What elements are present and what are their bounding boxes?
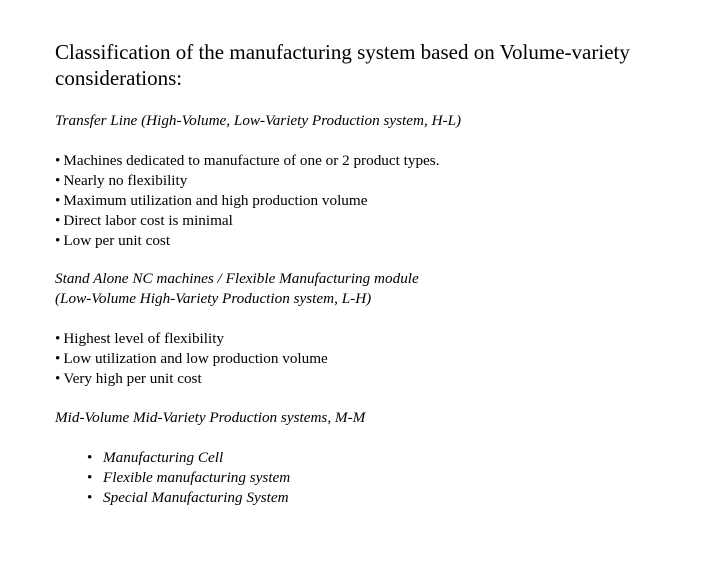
bullet-icon: •: [87, 469, 93, 486]
bullet-item: • Machines dedicated to manufacture of one or 2 product types.: [55, 152, 440, 169]
bullet-icon: •: [55, 330, 61, 347]
section-transfer-line-bullets: [55, 151, 440, 251]
sub-list-item: • Special Manufacturing System: [87, 489, 289, 506]
bullet-icon: •: [55, 232, 61, 249]
bullet-icon: •: [55, 152, 61, 169]
bullet-icon: •: [87, 489, 93, 506]
section-stand-alone-bullets: [55, 329, 328, 389]
title-line-1: Classification of the manufacturing system based on Volume-variety: [55, 40, 630, 64]
bullet-item: • Low per unit cost: [55, 232, 171, 249]
bullet-item: • Direct labor cost is minimal: [55, 212, 233, 229]
bullet-icon: •: [55, 192, 61, 209]
bullet-icon: •: [55, 370, 61, 387]
bullet-icon: •: [55, 212, 61, 229]
bullet-icon: •: [55, 350, 61, 367]
bullet-item: • Highest level of flexibility: [55, 330, 225, 347]
section-transfer-line-heading: Transfer Line (High-Volume, Low-Variety Production system, H-L): [55, 112, 462, 129]
section-mid-volume-sub-list: [87, 448, 290, 508]
bullet-item: • Nearly no flexibility: [55, 172, 188, 189]
bullet-item: • Low utilization and low production volume: [55, 350, 328, 367]
section-stand-alone-heading: Stand Alone NC machines / Flexible Manufacturing module (Low-Volume High-Variety Production system, L-H): [55, 270, 419, 307]
bullet-icon: •: [87, 449, 93, 466]
slide-title: [55, 39, 705, 91]
bullet-item: • Very high per unit cost: [55, 370, 202, 387]
bullet-icon: •: [55, 172, 61, 189]
sub-list-item: • Flexible manufacturing system: [87, 469, 291, 486]
sub-list-item: • Manufacturing Cell: [87, 449, 224, 466]
bullet-item: • Maximum utilization and high production volume: [55, 192, 368, 209]
title-line-2: considerations:: [55, 66, 183, 90]
section-mid-volume-heading: Mid-Volume Mid-Variety Production systems, M-M: [55, 409, 366, 426]
